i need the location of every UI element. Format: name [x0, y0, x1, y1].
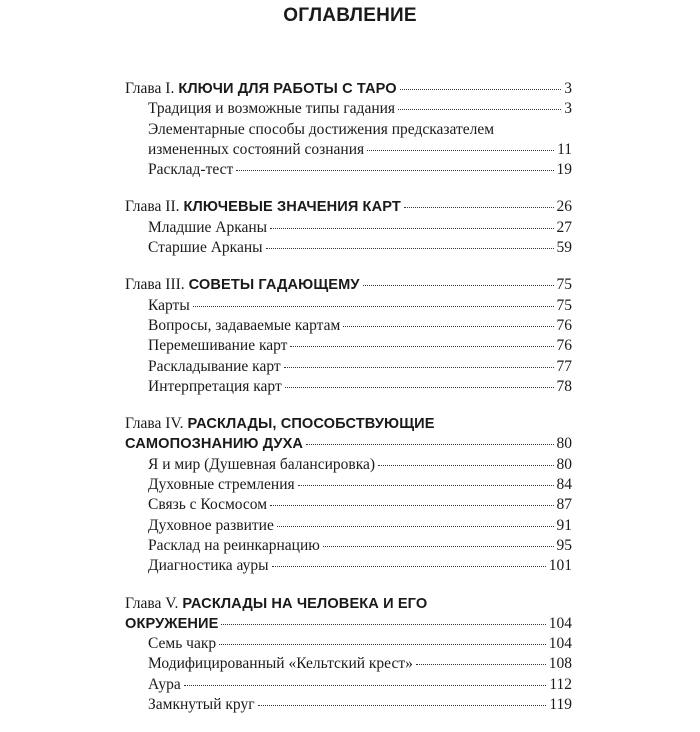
chapter-number: Глава V. [125, 594, 179, 612]
page-number: 19 [556, 161, 572, 179]
toc-chapter [125, 594, 572, 716]
toc-entry [125, 357, 572, 377]
chapter-heading-line [125, 275, 572, 295]
entry-title: Связь с Космосом [148, 496, 268, 514]
chapter-number: Глава III. [125, 276, 185, 294]
chapter-title: СОВЕТЫ ГАДАЮЩЕМУ [188, 277, 360, 294]
entry-title: Традиция и возможные типы гадания [148, 100, 396, 118]
chapter-heading-line [125, 594, 572, 614]
dot-leader [270, 505, 553, 506]
chapter-title: ОКРУЖЕНИЕ [125, 615, 219, 632]
dot-leader [258, 705, 547, 706]
entry-title: Перемешивание карт [148, 337, 288, 355]
page-number: 80 [556, 435, 572, 453]
page-title: ОГЛАВЛЕНИЕ [283, 5, 417, 26]
entry-title: Семь чакр [148, 635, 217, 653]
chapter-title: РАСКЛАДЫ НА ЧЕЛОВЕКА И ЕГО [182, 595, 428, 612]
dot-leader [298, 485, 554, 486]
dot-leader [398, 109, 561, 110]
chapter-title: САМОПОЗНАНИЮ ДУХА [125, 436, 304, 453]
chapter-heading-line [125, 79, 572, 99]
entry-title: измененных состояний сознания [148, 140, 365, 158]
chapter-title: КЛЮЧИ ДЛЯ РАБОТЫ С ТАРО [178, 81, 397, 97]
toc-entry [125, 495, 572, 515]
page-number: 76 [556, 316, 572, 334]
dot-leader [400, 89, 562, 90]
chapter-number: Глава I. [125, 80, 175, 97]
page-number: 11 [557, 140, 572, 158]
toc-entry [125, 475, 572, 495]
page-number: 26 [556, 198, 572, 216]
toc-entry [125, 160, 572, 180]
page-number: 27 [556, 218, 572, 236]
toc-entry [125, 516, 572, 536]
page-number: 76 [556, 337, 572, 355]
dot-leader [285, 387, 554, 388]
entry-title: Модифицированный «Кельтский крест» [148, 655, 413, 673]
entry-title: Младшие Арканы [148, 218, 268, 236]
entry-title: Замкнутый круг [148, 696, 255, 714]
dot-leader [367, 150, 554, 151]
chapter-title: КЛЮЧЕВЫЕ ЗНАЧЕНИЯ КАРТ [183, 199, 401, 216]
toc-chapter [125, 79, 572, 180]
entry-title: Карты [148, 296, 190, 314]
dot-leader [236, 170, 553, 171]
page-number: 112 [549, 675, 572, 693]
page-number: 75 [556, 296, 572, 314]
toc-entry [125, 238, 572, 258]
chapter-heading-line [125, 614, 572, 634]
entry-title: Расклад-тест [148, 161, 234, 179]
toc-chapter [125, 414, 572, 576]
toc-entry [125, 536, 572, 556]
page-number: 104 [548, 614, 572, 632]
chapter-number: Глава II. [125, 198, 180, 216]
page-number: 95 [556, 536, 572, 554]
dot-leader [193, 306, 554, 307]
toc-entry [125, 336, 572, 356]
dot-leader [184, 685, 547, 686]
entry-title: Духовное развитие [148, 516, 274, 534]
page-number: 75 [556, 276, 572, 294]
toc-entry [125, 634, 572, 654]
chapter-title: РАСКЛАДЫ, СПОСОБСТВУЮЩИЕ [187, 416, 435, 433]
page-number: 3 [564, 100, 572, 118]
chapter-heading-line [125, 197, 572, 217]
dot-leader [323, 546, 554, 547]
page-number: 78 [556, 377, 572, 395]
page-number: 101 [548, 557, 572, 575]
toc-entry [125, 316, 572, 336]
page-number: 108 [548, 655, 572, 673]
toc-entry [125, 296, 572, 316]
entry-title: Интерпретация карт [148, 377, 282, 395]
entry-title: Я и мир (Душевная балансировка) [148, 455, 376, 473]
toc-entry [125, 556, 572, 576]
entry-title: Диагностика ауры [148, 557, 269, 575]
dot-leader [219, 644, 546, 645]
toc-entry [125, 120, 572, 140]
toc-entry [125, 695, 572, 715]
dot-leader [284, 367, 554, 368]
entry-title: Расклад на реинкарнацию [148, 536, 320, 554]
page-number: 59 [556, 239, 572, 257]
dot-leader [404, 207, 554, 208]
entry-title: Элементарные способы достижения предсказателем [148, 120, 495, 138]
entry-title: Аура [148, 675, 181, 693]
page-number: 77 [556, 357, 572, 375]
page-number: 91 [556, 516, 572, 534]
dot-leader [378, 465, 553, 466]
dot-leader [272, 566, 546, 567]
page-number: 119 [549, 696, 572, 714]
entry-title: Старшие Арканы [148, 239, 263, 257]
toc-chapter [125, 197, 572, 258]
dot-leader [343, 326, 553, 327]
toc-chapter [125, 275, 572, 397]
entry-title: Вопросы, задаваемые картам [148, 316, 341, 334]
chapter-heading-line [125, 414, 572, 434]
chapter-number: Глава IV. [125, 415, 184, 433]
dot-leader [270, 228, 553, 229]
dot-leader [221, 624, 545, 625]
dot-leader [277, 526, 554, 527]
toc-entry [125, 140, 572, 160]
toc-entry [125, 654, 572, 674]
toc-entry [125, 455, 572, 475]
toc-entry [125, 99, 572, 119]
toc-entry [125, 675, 572, 695]
dot-leader [290, 346, 553, 347]
dot-leader [266, 248, 554, 249]
page-number: 80 [556, 455, 572, 473]
dot-leader [363, 285, 554, 286]
dot-leader [306, 444, 553, 445]
table-of-contents [125, 79, 572, 732]
page-number: 84 [556, 476, 572, 494]
entry-title: Духовные стремления [148, 476, 295, 494]
toc-entry [125, 377, 572, 397]
entry-title: Раскладывание карт [148, 357, 281, 375]
toc-entry [125, 218, 572, 238]
page-number: 104 [548, 635, 572, 653]
dot-leader [416, 664, 546, 665]
chapter-heading-line [125, 434, 572, 454]
page-number: 87 [556, 496, 572, 514]
page-number: 3 [564, 80, 572, 97]
